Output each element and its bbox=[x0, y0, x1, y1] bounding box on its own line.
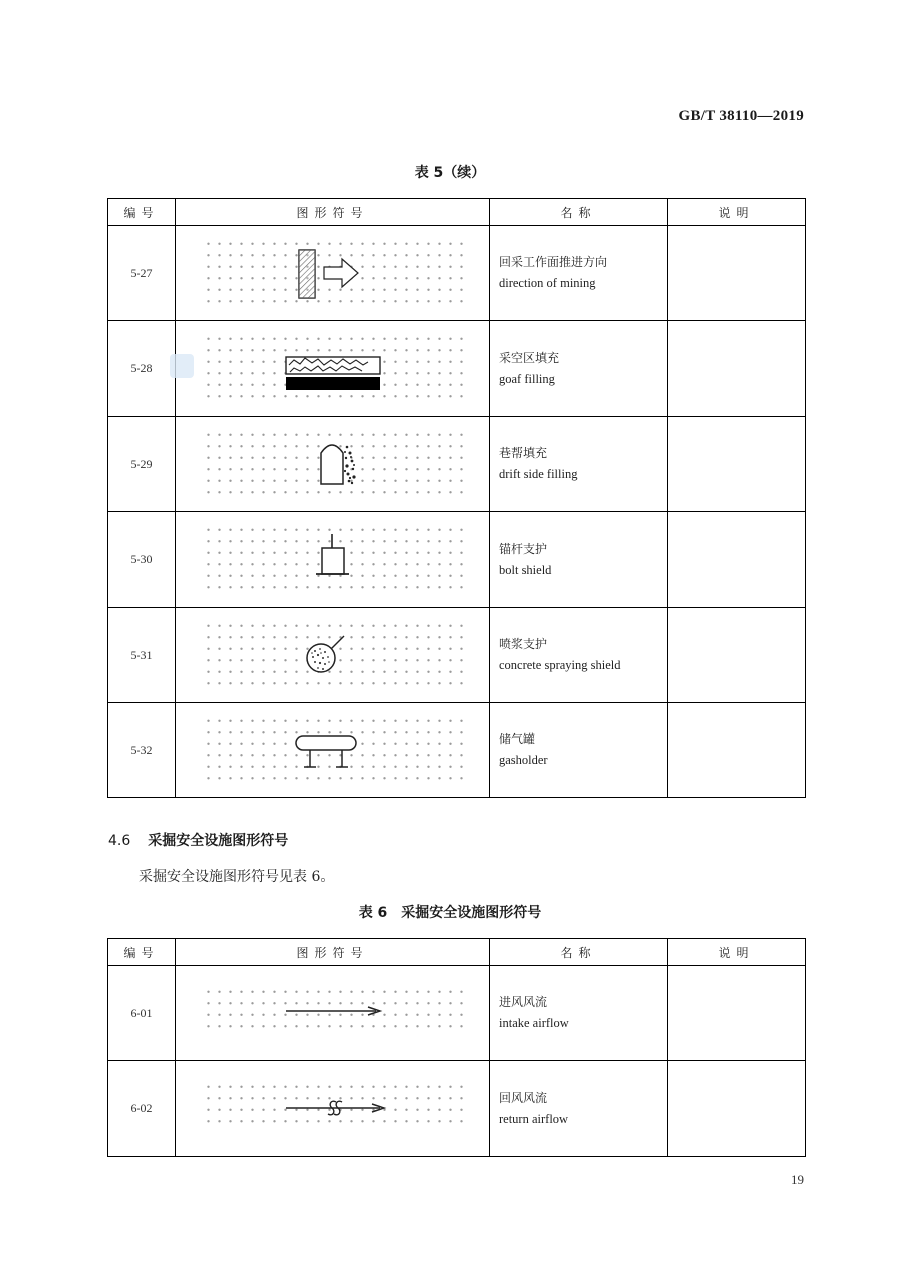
name-cn: 巷帮填充 bbox=[499, 446, 548, 460]
name-en: gasholder bbox=[499, 753, 548, 767]
row-id: 6-01 bbox=[108, 966, 176, 1061]
watermark-icon bbox=[170, 354, 194, 378]
name-cell bbox=[490, 1061, 668, 1157]
gasholder-icon bbox=[176, 703, 490, 798]
table-row bbox=[108, 512, 806, 608]
note-cell bbox=[668, 1061, 806, 1157]
goaf-filling-icon bbox=[176, 321, 490, 417]
col-header-id: 编号 bbox=[108, 199, 176, 226]
name-en: intake airflow bbox=[499, 1016, 569, 1030]
section-number: 4.6 bbox=[108, 833, 131, 849]
note-cell bbox=[668, 608, 806, 703]
symbol-cell bbox=[176, 966, 490, 1061]
name-cn: 储气罐 bbox=[499, 732, 536, 746]
name-en: concrete spraying shield bbox=[499, 658, 621, 672]
concrete-spraying-icon bbox=[176, 608, 490, 703]
standard-code: GB/T 38110—2019 bbox=[678, 108, 804, 124]
table-row bbox=[108, 703, 806, 798]
table-row bbox=[108, 226, 806, 321]
table-row bbox=[108, 966, 806, 1061]
col-header-name: 名称 bbox=[490, 199, 668, 226]
name-cn: 回采工作面推进方向 bbox=[499, 255, 608, 269]
col-header-name: 名称 bbox=[490, 939, 668, 966]
note-cell bbox=[668, 321, 806, 417]
name-en: return airflow bbox=[499, 1111, 569, 1126]
section-heading bbox=[108, 830, 288, 850]
name-cn: 喷浆支护 bbox=[499, 637, 548, 651]
name-cell bbox=[490, 966, 668, 1061]
name-en: drift side filling bbox=[499, 467, 578, 481]
col-header-symbol: 图形符号 bbox=[176, 939, 490, 966]
name-cn: 采空区填充 bbox=[499, 350, 560, 365]
name-en: bolt shield bbox=[499, 562, 552, 577]
table-row bbox=[108, 1061, 806, 1157]
note-cell bbox=[668, 512, 806, 608]
name-cell bbox=[490, 703, 668, 798]
return-airflow-icon bbox=[176, 1061, 490, 1157]
table6-caption: 表 6 采掘安全设施图形符号 bbox=[358, 905, 542, 921]
table6 bbox=[107, 938, 806, 1157]
name-en: direction of mining bbox=[499, 276, 596, 290]
symbol-cell bbox=[176, 608, 490, 703]
col-header-note: 说明 bbox=[668, 199, 806, 226]
name-cell bbox=[490, 417, 668, 512]
note-cell bbox=[668, 966, 806, 1061]
table5 bbox=[107, 198, 806, 798]
name-cell bbox=[490, 226, 668, 321]
table5-caption: 表 5（续） bbox=[414, 165, 486, 181]
table-row bbox=[108, 321, 806, 417]
body-paragraph: 采掘安全设施图形符号见表 6。 bbox=[139, 869, 335, 885]
page-number: 19 bbox=[791, 1172, 804, 1187]
col-header-id: 编号 bbox=[108, 939, 176, 966]
symbol-cell bbox=[176, 703, 490, 798]
note-cell bbox=[668, 703, 806, 798]
intake-airflow-icon bbox=[176, 966, 490, 1061]
table-row bbox=[108, 608, 806, 703]
row-id: 5-31 bbox=[108, 608, 176, 703]
col-header-note: 说明 bbox=[668, 939, 806, 966]
bolt-shield-icon bbox=[176, 512, 490, 608]
row-id: 6-02 bbox=[108, 1061, 176, 1157]
name-en: goaf filling bbox=[499, 371, 555, 386]
symbol-cell bbox=[176, 417, 490, 512]
drift-side-filling-icon bbox=[176, 417, 490, 512]
symbol-cell bbox=[176, 512, 490, 608]
symbol-cell bbox=[176, 321, 490, 417]
name-cn: 进风风流 bbox=[499, 995, 548, 1009]
note-cell bbox=[668, 226, 806, 321]
col-header-symbol: 图形符号 bbox=[176, 199, 490, 226]
section-title: 采掘安全设施图形符号 bbox=[148, 833, 289, 849]
name-cn: 回风风流 bbox=[499, 1090, 548, 1105]
name-cell bbox=[490, 321, 668, 417]
name-cell bbox=[490, 608, 668, 703]
row-id: 5-28 bbox=[108, 321, 176, 417]
note-cell bbox=[668, 417, 806, 512]
symbol-cell bbox=[176, 226, 490, 321]
row-id: 5-32 bbox=[108, 703, 176, 798]
table-row bbox=[108, 417, 806, 512]
name-cn: 锚杆支护 bbox=[499, 541, 548, 556]
row-id: 5-29 bbox=[108, 417, 176, 512]
row-id: 5-30 bbox=[108, 512, 176, 608]
row-id: 5-27 bbox=[108, 226, 176, 321]
mining-direction-icon bbox=[176, 226, 490, 321]
name-cell bbox=[490, 512, 668, 608]
symbol-cell bbox=[176, 1061, 490, 1157]
